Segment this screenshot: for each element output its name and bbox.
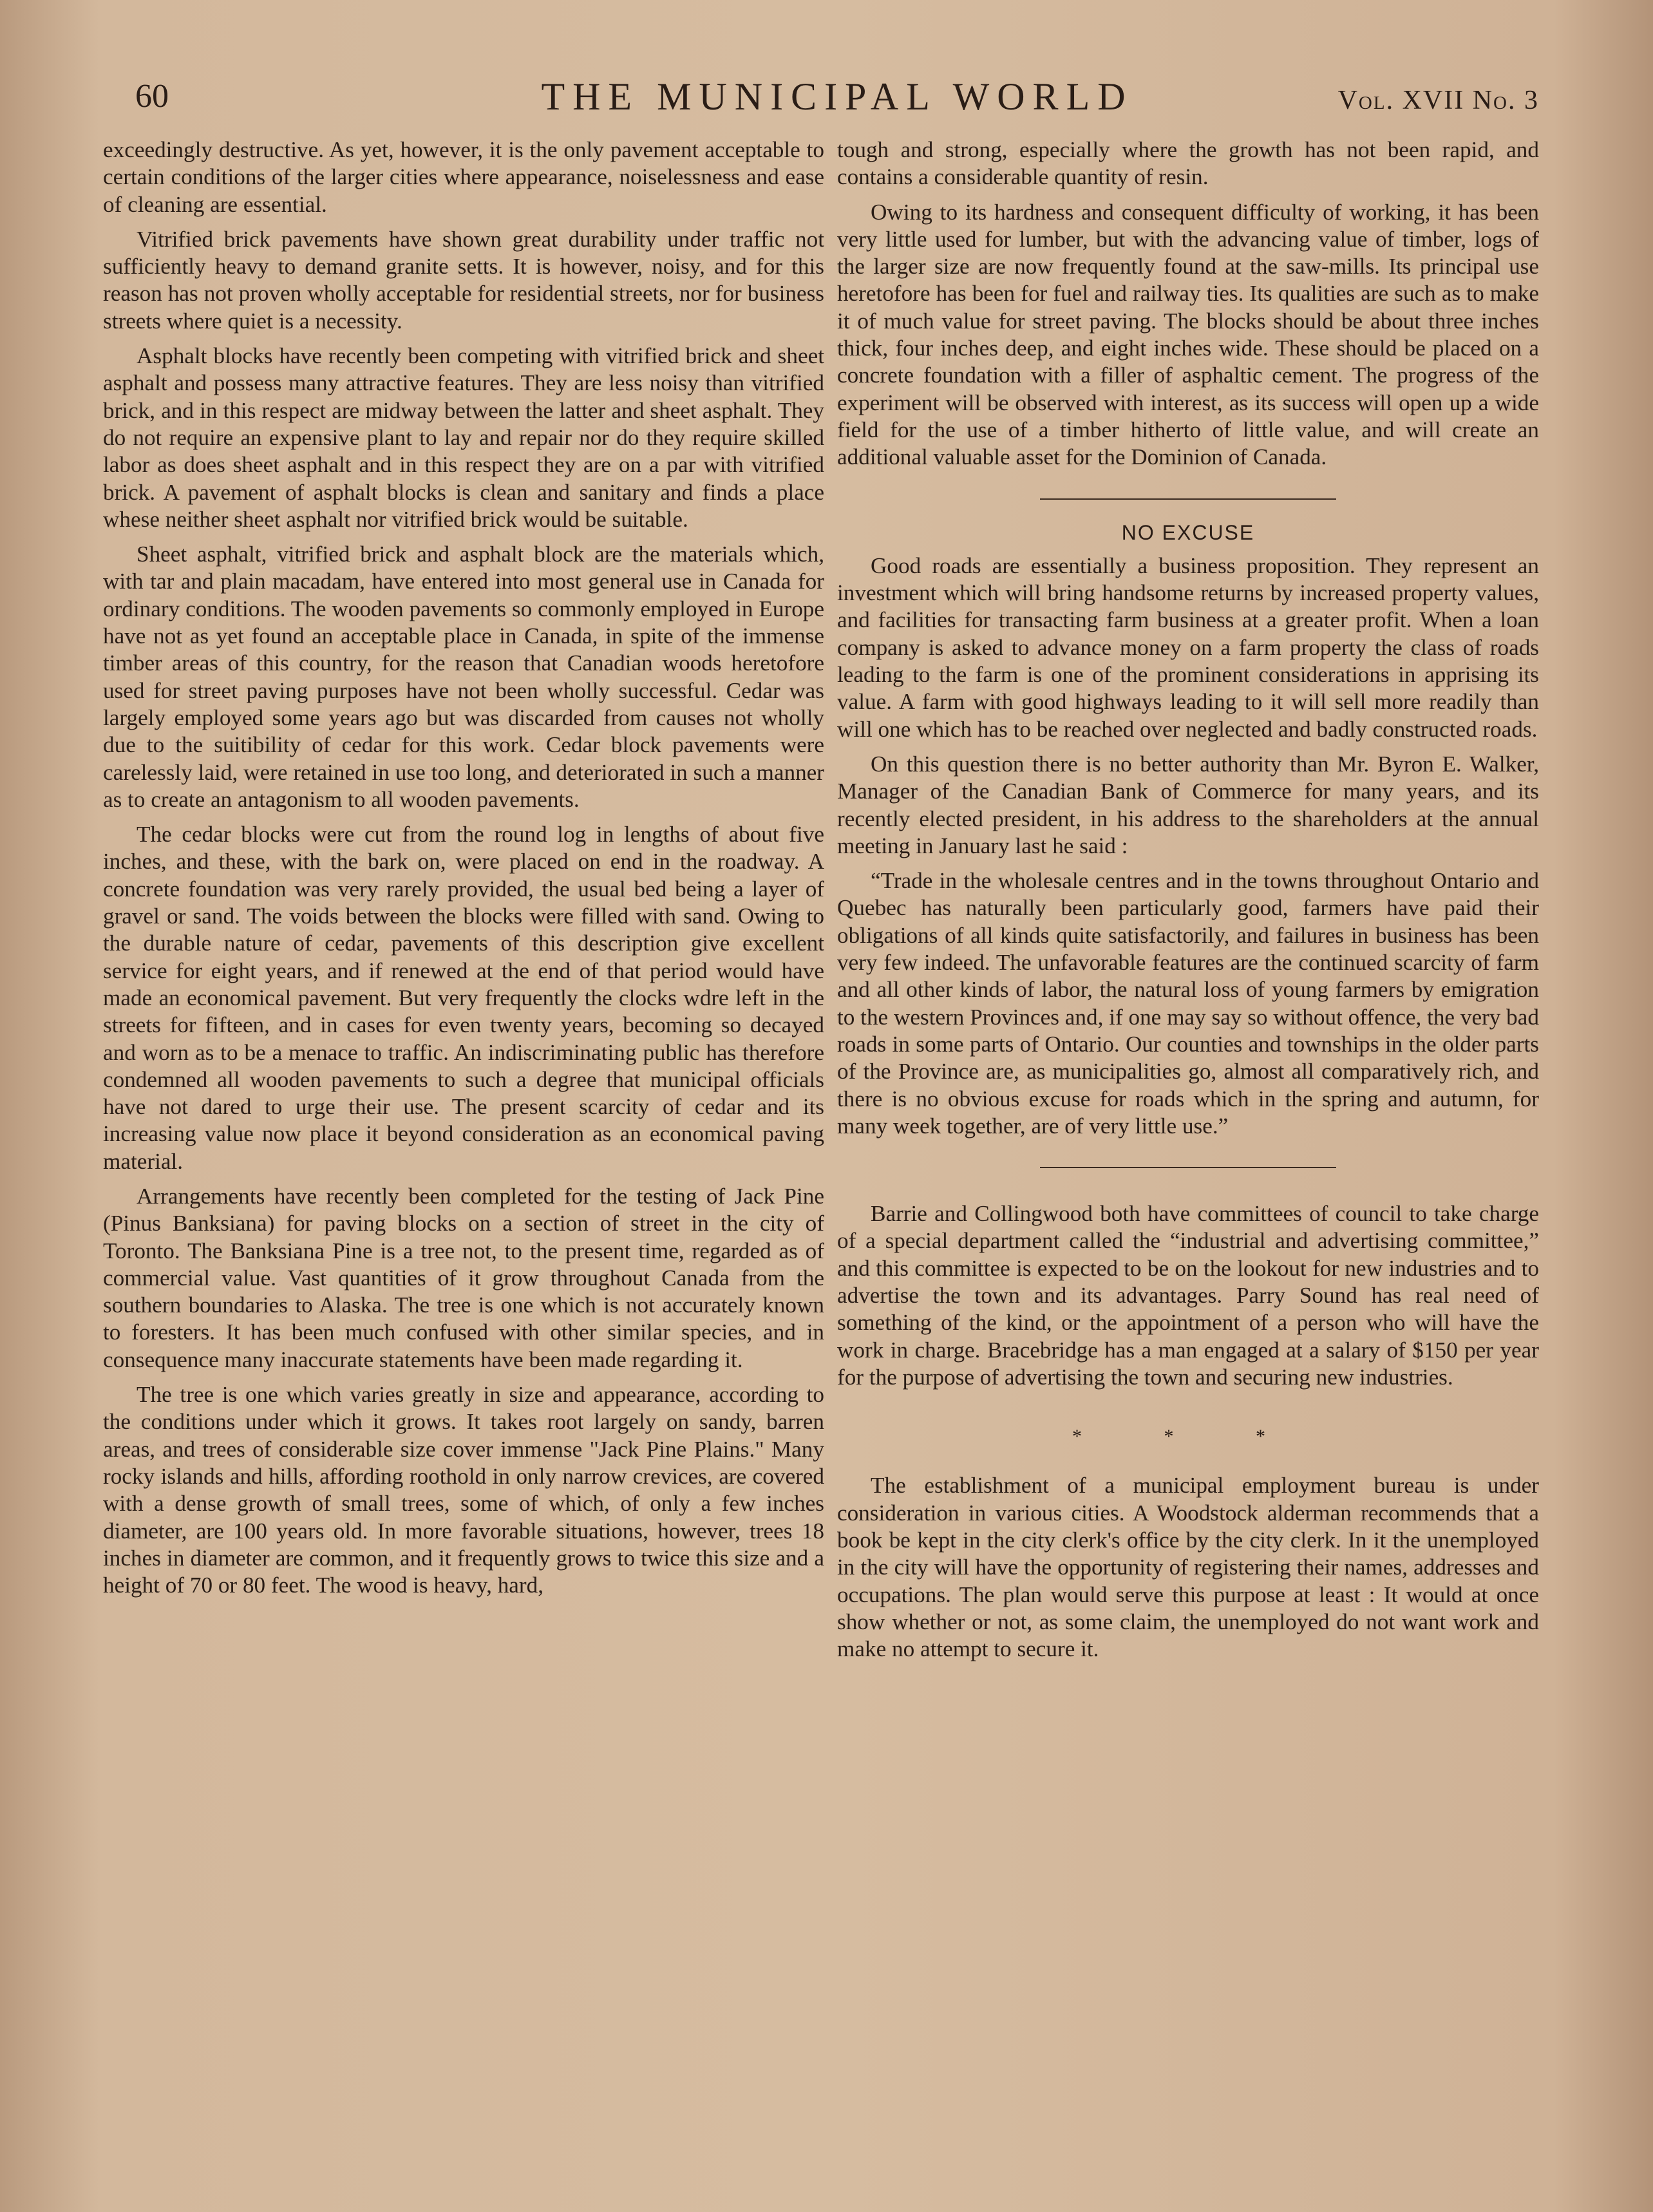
section-divider <box>1040 1167 1336 1168</box>
page-number: 60 <box>135 78 169 115</box>
left-column <box>103 137 824 1607</box>
volume-issue: Vol. XVII No. 3 <box>1337 86 1539 115</box>
masthead-title: THE MUNICIPAL WORLD <box>541 75 1133 118</box>
section-divider <box>1040 498 1336 500</box>
paragraph: Sheet asphalt, vitrified brick and asphalt block are the materials which, with tar and plain macadam, have entered into most general use in Canada for ordinary conditions. The wooden pavements so commonly employed in Europe have not as yet found an acceptable place in Canada, in spite of the immense timber areas of this country, for the reason that Canadian woods heretofore used for street paving purposes have not been wholly successful. Cedar was largely employed some years ago but was discarded from causes not wholly due to the suitibility of cedar for this work. Cedar block pavements were carelessly laid, were retained in use too long, and deteriorated in such a manner as to create an antagonism to all wooden pavements. <box>103 542 824 812</box>
quotation-paragraph: “Trade in the wholesale centres and in the towns throughout Ontario and Quebec has naturally been particularly good, farmers have paid their obligations of all kinds quite satisfactorily, and failures in business has been very few indeed. The unfavorable features are the continued scarcity of farm and all other kinds of labor, the natural loss of young farmers by emigration to the western Provinces and, if one may say so without offence, the very bad roads in some parts of Ontario. Our counties and townships in the older parts of the Province are, as municipalities go, almost all comparatively rich, and there is no obvious excuse for roads which in the spring and autumn, for many week together, are of very little use.” <box>837 868 1539 1139</box>
paragraph: The tree is one which varies greatly in size and appearance, according to the conditions under which it grows. It takes root largely on sandy, barren areas, and trees of considerable size cover immense "Jack Pine Plains." Many rocky islands and hills, affording roothold in only narrow crevices, are covered with a dense growth of small trees, some of which, of only a few inches diameter, are 100 years old. In more favorable situations, however, trees 18 inches in diameter are common, and it frequently grows to twice this size and a height of 70 or 80 feet. The wood is heavy, hard, <box>103 1382 824 1598</box>
paragraph: exceedingly destructive. As yet, however, it is the only pavement acceptable to certain conditions of the larger cities where appearance, noiselessness and ease of cleaning are essential. <box>103 137 824 217</box>
right-column <box>837 137 1539 1671</box>
paragraph: Arrangements have recently been completed for the testing of Jack Pine (Pinus Banksiana) for paving blocks on a section of street in the city of Toronto. The Banksiana Pine is a tree not, to the present time, regarded as of commercial value. Vast quantities of it grow throughout Canada from the southern boundaries to Alaska. The tree is one which is not accurately known to foresters. It has been much confused with other similar species, and in consequence many inaccurate statements have been made regarding it. <box>103 1183 824 1372</box>
section-heading: NO EXCUSE <box>1121 520 1255 544</box>
paragraph: Asphalt blocks have recently been competing with vitrified brick and sheet asphalt and possess many attractive features. They are less noisy than vitrified brick, and in this respect are midway between the latter and sheet asphalt. They do not require an expensive plant to lay and repair nor do they require skilled labor as does sheet asphalt and in this respect they are on a par with vitrified brick. A pavement of asphalt blocks is clean and sanitary and finds a place whese neither sheet asphalt nor vitrified brick would be suitable. <box>103 343 824 532</box>
paragraph: Barrie and Collingwood both have committees of council to take charge of a special department called the “industrial and advertising committee,” and this committee is expected to be on the lookout for new industries and to advertise the town and its advantages. Parry Sound has real need of something of the kind, or the appointment of a person who will have the work in charge. Bracebridge has a man engaged at a salary of $150 per year for the purpose of advertising the town and securing new industries. <box>837 1201 1539 1390</box>
paragraph: Owing to its hardness and consequent difficulty of working, it has been very little used for lumber, but with the advancing value of timber, logs of the larger size are now frequently found at the saw-mills. Its principal use heretofore has been for fuel and railway ties. Its qualities are such as to make it of much value for street paving. The blocks should be about three inches thick, four inches deep, and eight inches wide. These should be placed on a concrete foundation with a filler of asphaltic cement. The progress of the experiment will be observed with interest, as its success will open up a wide field for the use of a timber hitherto of little value, and will create an additional valuable asset for the Dominion of Canada. <box>837 199 1539 470</box>
paragraph: tough and strong, especially where the growth has not been rapid, and contains a considerable quantity of resin. <box>837 137 1539 190</box>
paragraph: On this question there is no better authority than Mr. Byron E. Walker, Manager of the Canadian Bank of Commerce for many years, and its recently elected president, in his address to the shareholders at the annual meeting in January last he said : <box>837 751 1539 858</box>
paragraph: The cedar blocks were cut from the round log in lengths of about five inches, and these, with the bark on, were placed on end in the roadway. A concrete foundation was very rarely provided, the usual bed being a layer of gravel or sand. The voids between the blocks were filled with sand. Owing to the durable nature of cedar, pavements of this description give excellent service for eight years, and if renewed at the end of that period would have made an economical pavement. But very frequently the clocks wdre left in the streets for fifteen, and in cases for even twenty years, becoming so decayed and worn as to be a menace to traffic. An indiscriminating public has therefore condemned all wooden pavements to such a degree that municipal officials have not dared to urge their use. The present scarcity of cedar and its increasing value now place it beyond consideration as an economical paving material. <box>103 822 824 1174</box>
asterisk-separator: * * * <box>1072 1426 1304 1448</box>
paragraph: Vitrified brick pavements have shown great durability under traffic not sufficiently heavy to demand granite setts. It is however, noisy, and for this reason has not proven wholly acceptable for residential streets, nor for business streets where quiet is a necessity. <box>103 226 824 334</box>
page-header <box>135 71 1539 129</box>
paragraph: Good roads are essentially a business proposition. They represent an investment which will bring handsome returns by increased property values, and facilities for transacting farm business at a greater profit. When a loan company is asked to advance money on a farm property the class of roads leading to the farm is one of the prominent considerations in apprising its value. A farm with good highways leading to it will sell more readily than will one which has to be reached over neglected and badly constructed roads. <box>837 553 1539 742</box>
paragraph: The establishment of a municipal employment bureau is under consideration in various cities. A Woodstock alderman recommends that a book be kept in the city clerk's office by the city clerk. In it the unemployed in the city will have the opportunity of registering their names, addresses and occupations. The plan would serve this purpose at least : It would at once show whether or not, as some claim, the unemployed do not want work and make no attempt to secure it. <box>837 1473 1539 1662</box>
